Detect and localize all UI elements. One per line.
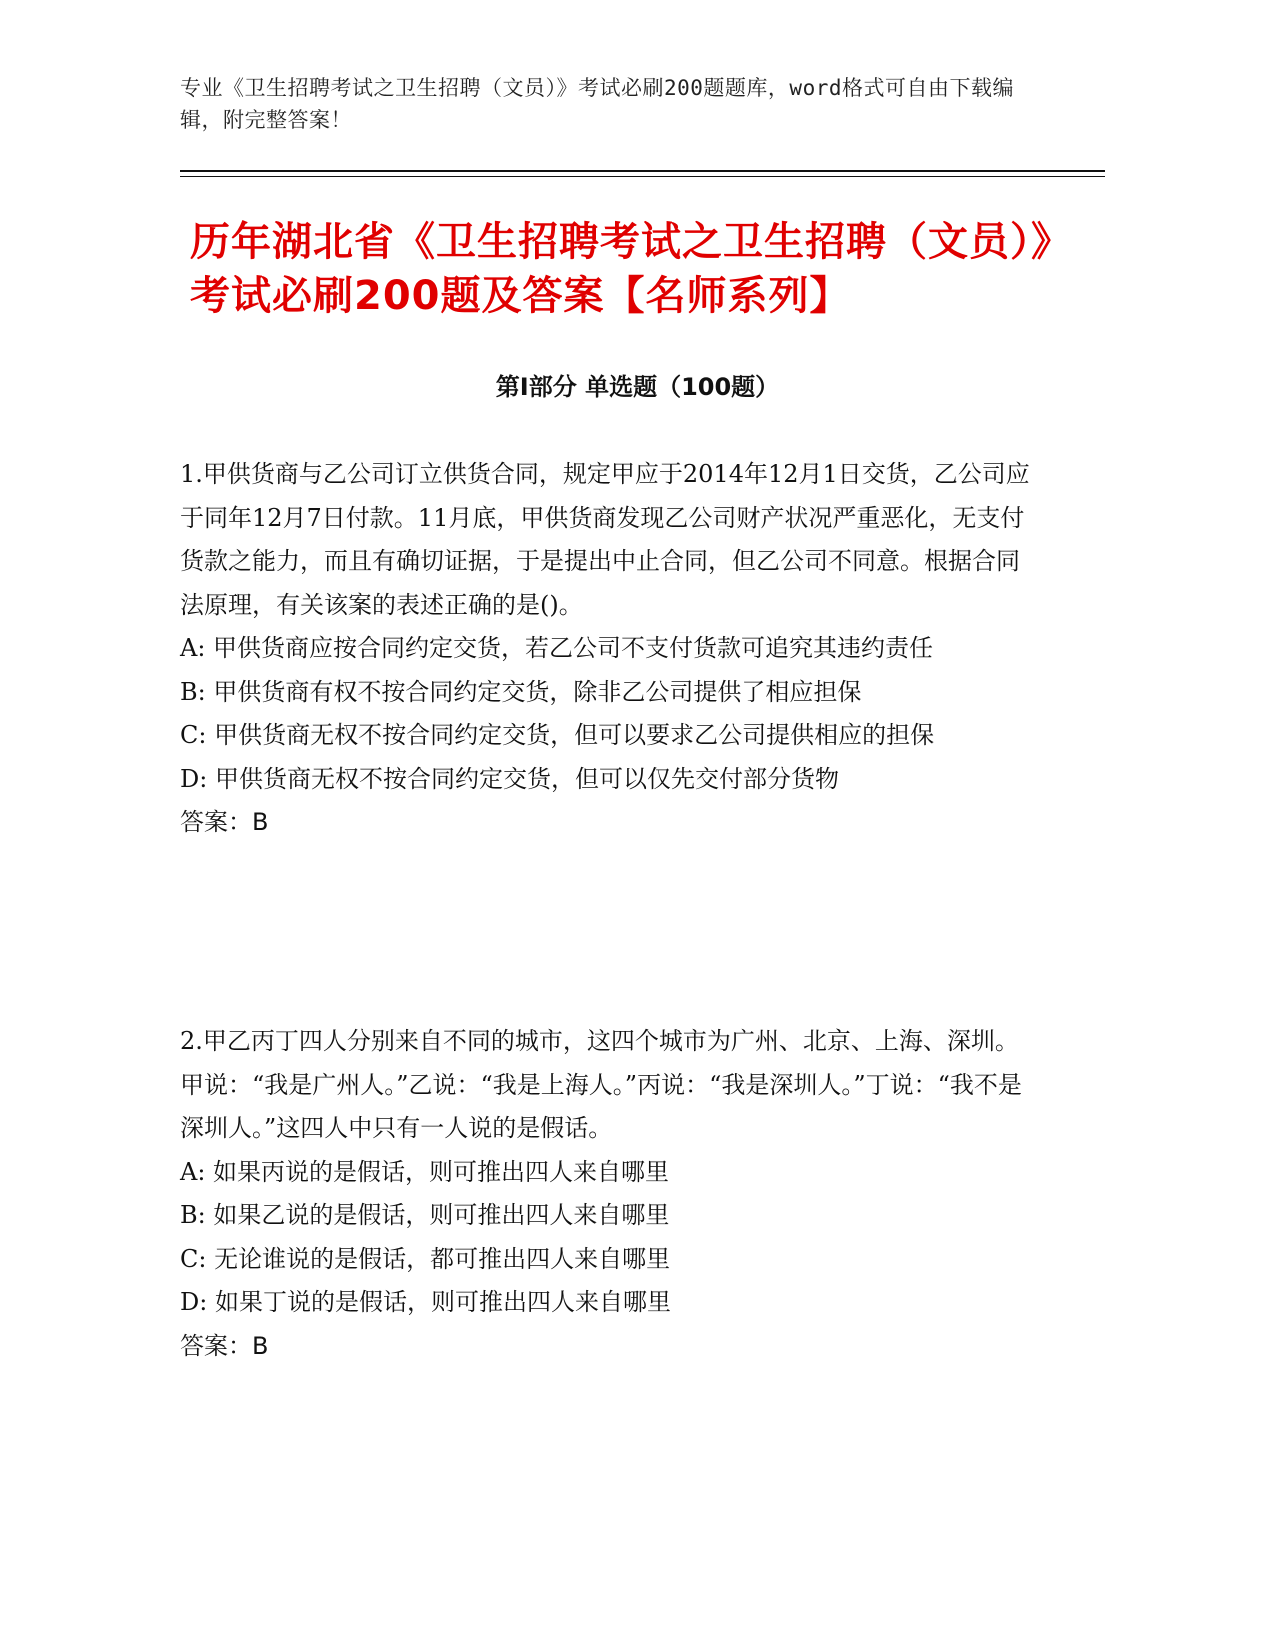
option-d: D: 如果丁说的是假话，则可推出四人来自哪里 <box>180 1288 671 1316</box>
section-heading: 第Ⅰ部分 单选题（100题） <box>495 373 780 401</box>
question-1 <box>180 453 1040 845</box>
option-a: A: 如果丙说的是假话，则可推出四人来自哪里 <box>180 1157 670 1186</box>
question-stem: 2.甲乙丙丁四人分别来自不同的城市，这四个城市为广州、北京、上海、深圳。甲说：“我是广州人。”乙说：“我是上海人。”丙说：“我是深圳人。”丁说：“我不是深圳人。”这四人中只有一人说的是假话。 <box>180 1027 1022 1142</box>
answer-line: 答案：B <box>180 808 269 836</box>
header-divider-thin <box>180 176 1105 177</box>
option-c: C: 无论谁说的是假话，都可推出四人来自哪里 <box>180 1244 671 1273</box>
header-note: 专业《卫生招聘考试之卫生招聘（文员）》考试必刷200题题库，word格式可自由下载编辑，附完整答案！ <box>180 76 1014 132</box>
header-divider-thick <box>180 170 1105 172</box>
option-b: B: 如果乙说的是假话，则可推出四人来自哪里 <box>180 1201 670 1229</box>
option-d: D: 甲供货商无权不按合同约定交货，但可以仅先交付部分货物 <box>180 764 839 793</box>
option-c: C: 甲供货商无权不按合同约定交货，但可以要求乙公司提供相应的担保 <box>180 721 935 749</box>
answer-line: 答案：B <box>180 1331 269 1360</box>
option-a: A: 甲供货商应按合同约定交货，若乙公司不支付货款可追究其违约责任 <box>180 634 934 662</box>
question-stem: 1.甲供货商与乙公司订立供货合同，规定甲应于2014年12月1日交货，乙公司应于同年12月7日付款。11月底，甲供货商发现乙公司财产状况严重恶化，无支付货款之能力，而且有确切证据，于是提出中止合同，但乙公司不同意。根据合同法原理，有关该案的表述正确的是()。 <box>180 460 1030 619</box>
option-b: B: 甲供货商有权不按合同约定交货，除非乙公司提供了相应担保 <box>180 677 862 706</box>
question-2 <box>180 1020 1040 1368</box>
document-title: 历年湖北省《卫生招聘考试之卫生招聘（文员）》考试必刷200题及答案【名师系列】 <box>190 219 1072 319</box>
